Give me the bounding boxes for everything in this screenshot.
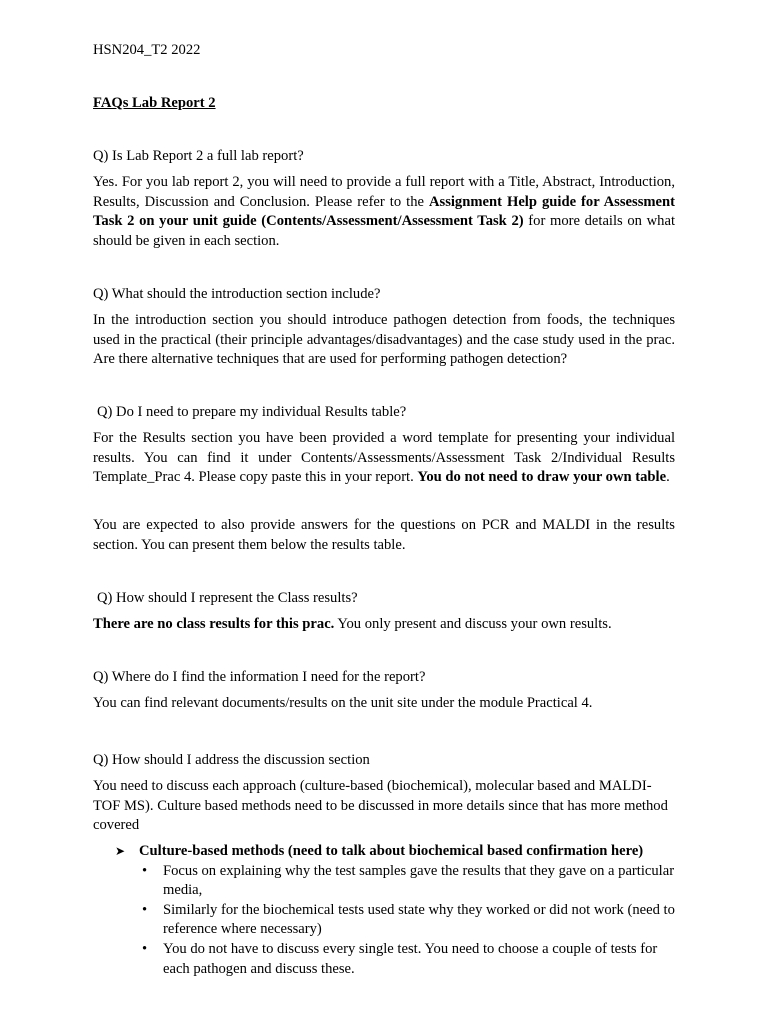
faq-question-2: Q) What should the introduction section include? <box>93 286 381 302</box>
faq-answer-6: You need to discuss each approach (culture-based (biochemical), molecular based and MALDI-TOF MS). Culture based methods need to be discussed in more details since that has more method covered <box>93 778 668 834</box>
answer-emphasis: You do not need to draw your own table <box>417 469 667 486</box>
page-title: FAQs Lab Report 2 <box>93 95 216 111</box>
header-code: HSN204_T2 2022 <box>93 42 201 58</box>
sublist-heading: Culture-based methods (need to talk about biochemical based confirmation here) <box>139 843 644 859</box>
faq-question-1: Q) Is Lab Report 2 a full lab report? <box>93 148 304 164</box>
faq-answer-2: In the introduction section you should introduce pathogen detection from foods, the techniques used in the practical (their principle advantages/disadvantages) and the case study used in the prac. Are there alternative techniques that are used for performing pathogen detection? <box>93 312 675 368</box>
bullet-icon: • <box>142 901 148 918</box>
answer-text: For the Results section you have been provided a word template for presenting your individual results. You can find it under Contents/Assessments/Assessment Task 2/Individual Results Template_Prac 4. Please copy paste this in your report. <box>93 430 675 486</box>
list-item: • Similarly for the biochemical tests used state why they worked or did not work (need to reference where necessary) <box>142 901 675 938</box>
answer-text: . <box>666 469 670 486</box>
answer-text: Yes. For you lab report 2, you will need to provide a full report with a Title, Abstract, Introduction, Results, Discussion and Conclusion. Please refer to the <box>93 174 675 210</box>
faq-answer-4 <box>93 615 675 635</box>
answer-text: for more details on what should be given in each section. <box>93 213 675 249</box>
bullet-icon: • <box>142 862 148 879</box>
bullet-icon: • <box>142 940 148 957</box>
faq-answer-1 <box>93 173 675 251</box>
faq-question-3: Q) Do I need to prepare my individual Results table? <box>97 404 407 420</box>
discussion-sublist <box>93 842 675 979</box>
answer-emphasis: There are no class results for this prac. <box>93 616 335 632</box>
arrowhead-icon: ➤ <box>115 844 126 858</box>
answer-text: You only present and discuss your own results. <box>334 616 612 632</box>
faq-answer-3 <box>93 429 675 488</box>
faq-question-5: Q) Where do I find the information I need for the report? <box>93 669 426 685</box>
list-item: • You do not have to discuss every single test. You need to choose a couple of tests for each pathogen and discuss these. <box>142 940 658 977</box>
bullet-list <box>93 862 675 980</box>
answer-emphasis: Assignment Help guide for Assessment Task 2 on your unit guide (Contents/Assessment/Assessment Task 2) <box>93 193 675 230</box>
sublist-item <box>93 842 675 979</box>
list-item: • Focus on explaining why the test samples gave the results that they gave on a particular media, <box>142 862 675 899</box>
faq-question-6: Q) How should I address the discussion section <box>93 752 370 768</box>
faq-answer-5: You can find relevant documents/results on the unit site under the module Practical 4. <box>93 695 593 711</box>
faq-answer-3-extra: You are expected to also provide answers for the questions on PCR and MALDI in the results section. You can present them below the results table. <box>93 517 675 553</box>
faq-question-4: Q) How should I represent the Class results? <box>97 590 358 606</box>
